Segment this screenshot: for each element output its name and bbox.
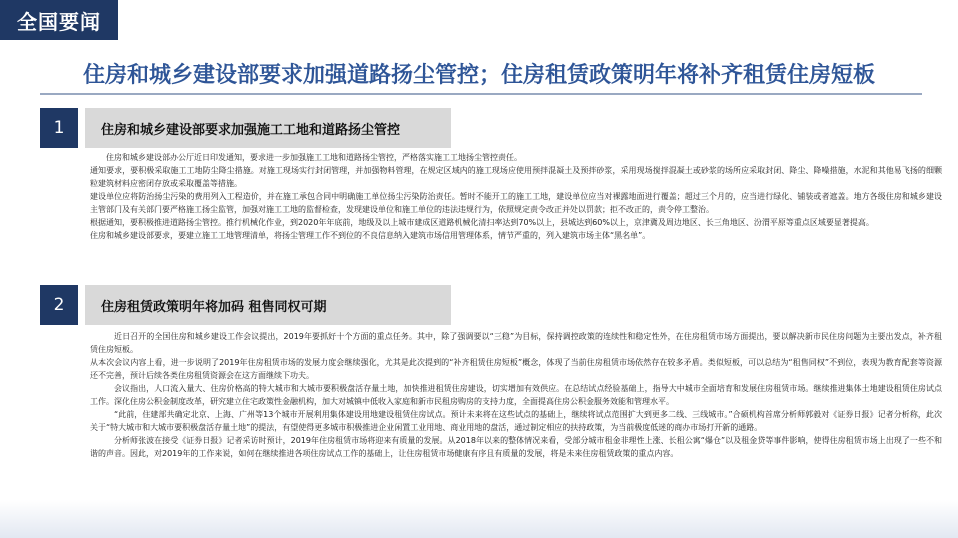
paragraph: 分析师张波在接受《证券日报》记者采访时预计，2019年住房租赁市场将迎来有质量的发展。从2018年以来的整体情况来看，受部分城市租金非理性上涨、长租公寓“爆仓”以及租金贷等事件影响，使得住房租赁市场上出现了一些不和谐的声音。因此，对2019年的工作来说，如何在继续推进各项住房试点工作的基础上，让住房租赁市场健康有序且有质量的发展，将是未来住房租赁政策的重点内容。: [90, 436, 942, 458]
section-body-1: [90, 151, 942, 242]
paragraph: 通知要求，要积极采取施工工地防尘降尘措施。对施工现场实行封闭管理，并加强物料管理，在规定区域内的施工现场应使用预拌混凝土及预拌砂浆，采用现场搅拌混凝土或砂浆的场所应采取封闭、降尘、降噪措施，水泥和其他易飞扬的细颗粒建筑材料应密闭存放或采取覆盖等措施。: [90, 166, 942, 188]
section-title-2: 住房租赁政策明年将加码 租售同权可期: [85, 285, 451, 325]
paragraph: 建设单位应将防治扬尘污染的费用列入工程造价，并在施工承包合同中明确施工单位扬尘污染防治责任。暂时不能开工的施工工地，建设单位应当对裸露地面进行覆盖；超过三个月的，应当进行绿化、铺装或者遮盖。地方各级住房和城乡建设主管部门及有关部门要严格施工扬尘监管，加强对施工工地的监督检查，发现建设单位和施工单位的违法违规行为，依照规定责令改正并处以罚款；拒不改正的，责令停工整治。: [90, 192, 942, 214]
section-body-2: [90, 330, 942, 460]
paragraph: 会议指出，人口流入量大、住房价格高的特大城市和大城市要积极盘活存量土地，加快推进租赁住房建设，切实增加有效供应。在总结试点经验基础上，指导大中城市全面培育和发展住房租赁市场。继续推进集体土地建设租赁住房试点工作。深化住房公积金制度改革，研究建立住宅政策性金融机构，加大对城镇中低收入家庭和新市民租房购房的支持力度，全面提高住房公积金服务效能和管理水平。: [90, 384, 942, 406]
section-number-2: 2: [40, 285, 78, 325]
paragraph: “此前，住建部共确定北京、上海、广州等13个城市开展利用集体建设用地建设租赁住房试点。预计未来将在这些试点的基础上，继续将试点范围扩大到更多二线、三线城市。”合硕机构首席分析师郭毅对《证券日报》记者分析称，此次关于“特大城市和大城市要积极盘活存量土地”的提法，有望使得更多城市积极推进企业闲置工业用地、商业用地的盘活，通过制定相应的扶持政策，为当前极度低迷的商办市场打开新的通路。: [90, 410, 942, 432]
section-tag: 全国要闻: [0, 0, 118, 40]
section-title-1: 住房和城乡建设部要求加强施工工地和道路扬尘管控: [85, 108, 451, 148]
paragraph: 住房和城乡建设部要求，要建立施工工地管理清单，将扬尘管理工作不到位的不良信息纳入建筑市场信用管理体系，情节严重的，列入建筑市场主体“黑名单”。: [90, 231, 651, 240]
footer-band: [0, 500, 958, 538]
paragraph: 近日召开的全国住房和城乡建设工作会议提出，2019年要抓好十个方面的重点任务。其中，除了强调要以“三稳”为目标，保持调控政策的连续性和稳定性外，在住房租赁市场方面提出，要以解决新市民住房问题为主要出发点，补齐租赁住房短板。: [90, 332, 942, 354]
paragraph: 根据通知，要积极推进道路扬尘管控。推行机械化作业，到2020年年底前，地级及以上城市建成区道路机械化清扫率达到70%以上，县城达到60%以上，京津冀及周边地区、长三角地区、汾渭平原等重点区域要显著提高。: [90, 218, 874, 227]
page-title: 住房和城乡建设部要求加强道路扬尘管控；住房租赁政策明年将补齐租赁住房短板: [82, 63, 875, 88]
paragraph: 住房和城乡建设部办公厅近日印发通知，要求进一步加强施工工地和道路扬尘管控，严格落实施工工地扬尘管控责任。: [106, 153, 522, 162]
title-divider: [40, 93, 922, 95]
section-number-1: 1: [40, 108, 78, 148]
paragraph: 从本次会议内容上看，进一步说明了2019年住房租赁市场的发展力度会继续强化，尤其是此次提到的“补齐租赁住房短板”概念，体现了当前住房租赁市场依然存在较多矛盾。类似短板，可以总结为“租售同权”不到位，表现为教育配套等资源还不完善，预计后续各类住房租赁资源会在这方面继续下功夫。: [90, 358, 942, 380]
